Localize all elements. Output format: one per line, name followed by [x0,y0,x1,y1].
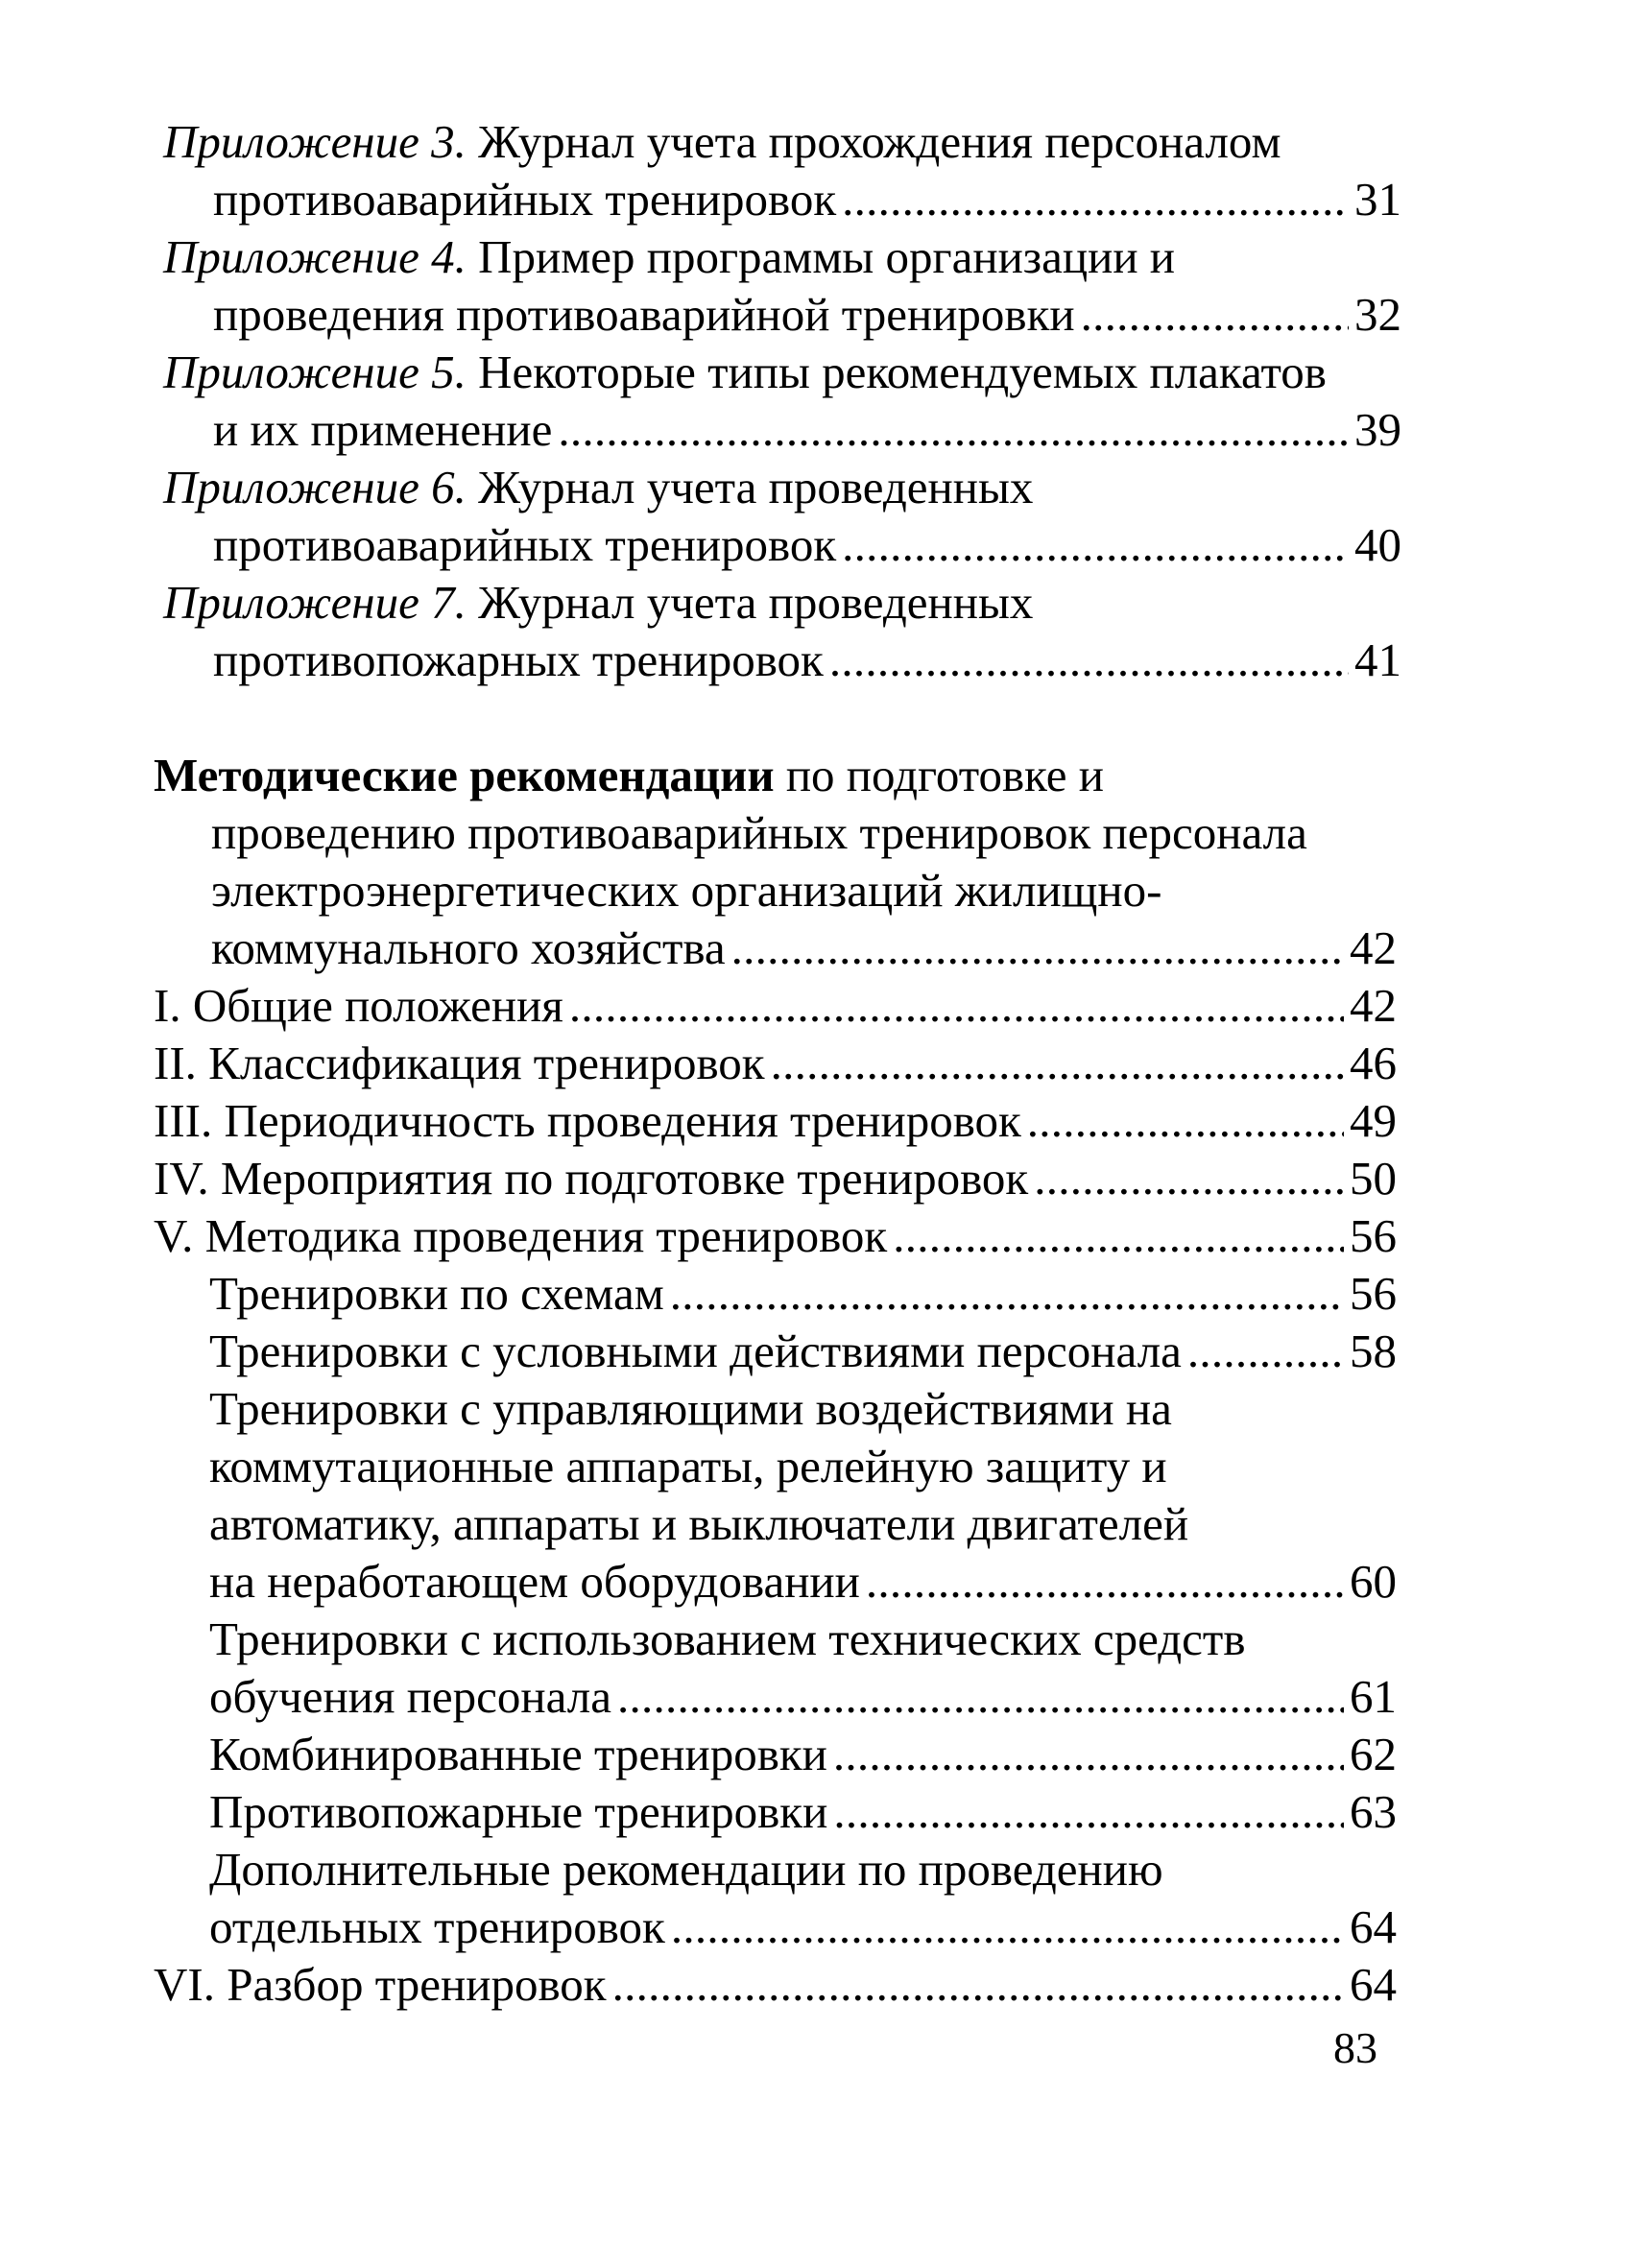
dot-leader [1027,1092,1344,1150]
appendix-3-entry-line [213,171,1401,228]
guidelines-title-rest: по подготовке и [774,749,1104,801]
section-4-entry [154,1150,1397,1207]
appendix-5-title: Некоторые типы рекомендуемых плакатов [466,346,1327,398]
appendix-3-title: Журнал учета прохождения персоналом [466,115,1281,168]
subsection-combined-page: 62 [1350,1728,1397,1780]
guidelines-page: 42 [1350,921,1397,974]
subsection-fire-entry [209,1783,1397,1841]
section-3-entry [154,1092,1397,1150]
appendix-3-prefix: Приложение 3. [163,115,467,168]
section-3-page: 49 [1350,1094,1397,1147]
dot-leader [829,632,1349,689]
appendix-4-page: 32 [1354,288,1401,341]
dot-leader [842,171,1349,228]
subsection-combined-label: Комбинированные тренировки [209,1728,827,1780]
dot-leader [569,977,1344,1035]
appendix-7-title: Журнал учета проведенных [466,576,1034,629]
subsection-schemes-entry [209,1265,1397,1323]
appendix-6-entry-line [213,516,1401,574]
appendix-7-entry-line [213,632,1401,689]
subsection-control-line [209,1438,1397,1495]
dot-leader [842,516,1349,574]
appendix-4-title: Пример программы организации и [466,230,1176,283]
dot-leader [866,1553,1344,1611]
subsection-control-line [209,1495,1397,1553]
appendix-4-title-line [163,228,1401,286]
subsection-additional-page: 64 [1350,1900,1397,1953]
subsection-fire-label: Противопожарные тренировки [209,1785,828,1838]
subsection-control-page: 60 [1350,1555,1397,1608]
guidelines-line-2: электроэнергетических организаций жилищно- [211,864,1162,917]
subsection-combined-entry [209,1726,1397,1783]
subsection-additional-last: отдельных тренировок [209,1900,665,1953]
subsection-technical-last: обучения персонала [209,1670,612,1723]
section-5-label: V. Методика проведения тренировок [154,1209,888,1262]
subsection-conditional-label: Тренировки с условными действиями персонала [209,1325,1182,1377]
appendix-6-continuation: противоаварийных тренировок [213,518,837,571]
appendix-7-page: 41 [1354,633,1401,686]
appendix-6-page: 40 [1354,518,1401,571]
section-1-entry [154,977,1397,1035]
section-2-entry [154,1035,1397,1092]
guidelines-title-line [154,747,1401,804]
dot-leader [833,1783,1344,1841]
appendix-5-page: 39 [1354,403,1401,456]
guidelines-line-1: проведению противоаварийных тренировок персонала [211,806,1307,859]
dot-leader [670,1265,1344,1323]
section-6-page: 64 [1350,1958,1397,2011]
appendix-4-entry-line [213,286,1401,344]
subsection-technical-entry [209,1668,1397,1726]
guidelines-bold-title: Методические рекомендации [154,749,775,801]
page-number: 83 [1333,2023,1377,2072]
subsection-additional-line [209,1841,1397,1898]
section-2-page: 46 [1350,1037,1397,1089]
appendix-3-title-line [163,113,1401,171]
subsection-conditional-page: 58 [1350,1325,1397,1377]
appendix-3-continuation: противоаварийных тренировок [213,173,837,226]
section-1-page: 42 [1350,979,1397,1032]
subsection-control-line-3: автоматику, аппараты и выключатели двигателей [209,1497,1189,1550]
section-3-label: III. Периодичность проведения тренировок [154,1094,1021,1147]
dot-leader [617,1668,1344,1726]
subsection-schemes-label: Тренировки по схемам [209,1267,664,1320]
guidelines-line [211,862,1401,919]
dot-leader [771,1035,1344,1092]
section-4-label: IV. Мероприятия по подготовке тренировок [154,1152,1029,1205]
subsection-additional-entry [209,1898,1397,1956]
dot-leader [1034,1150,1344,1207]
subsection-fire-page: 63 [1350,1785,1397,1838]
appendix-6-title-line [163,459,1401,516]
guidelines-line [211,804,1401,862]
section-5-page: 56 [1350,1209,1397,1262]
appendix-5-continuation: и их применение [213,403,553,456]
dot-leader [612,1956,1344,2014]
dot-leader [1081,286,1349,344]
appendix-5-prefix: Приложение 5. [163,346,467,398]
subsection-conditional-entry [209,1323,1397,1380]
dot-leader [558,401,1349,459]
dot-leader [671,1898,1344,1956]
guidelines-last-line: коммунального хозяйства [211,921,726,974]
appendix-3-page: 31 [1354,173,1401,226]
subsection-schemes-page: 56 [1350,1267,1397,1320]
section-5-entry [154,1207,1397,1265]
appendix-5-entry-line [213,401,1401,459]
subsection-technical-page: 61 [1350,1670,1397,1723]
appendix-4-continuation: проведения противоаварийной тренировки [213,288,1075,341]
appendix-6-title: Журнал учета проведенных [466,461,1034,513]
subsection-control-last: на неработающем оборудовании [209,1555,860,1608]
section-6-entry [154,1956,1397,2014]
subsection-additional-line-1: Дополнительные рекомендации по проведению [209,1843,1163,1896]
appendix-5-title-line [163,344,1401,401]
appendix-4-prefix: Приложение 4. [163,230,467,283]
section-1-label: I. Общие положения [154,979,563,1032]
subsection-control-entry [209,1553,1397,1611]
section-4-page: 50 [1350,1152,1397,1205]
dot-leader [731,919,1344,977]
appendix-7-continuation: противопожарных тренировок [213,633,824,686]
subsection-technical-line [209,1611,1397,1668]
dot-leader [893,1207,1344,1265]
section-2-label: II. Классификация тренировок [154,1037,765,1089]
appendix-7-title-line [163,574,1401,632]
subsection-control-line [209,1380,1397,1438]
guidelines-entry-line [211,919,1397,977]
dot-leader [833,1726,1344,1783]
dot-leader [1187,1323,1344,1380]
subsection-technical-line-1: Тренировки с использованием технических средств [209,1612,1246,1665]
subsection-control-line-2: коммутационные аппараты, релейную защиту и [209,1440,1167,1492]
appendix-6-prefix: Приложение 6. [163,461,467,513]
appendix-7-prefix: Приложение 7. [163,576,467,629]
section-6-label: VI. Разбор тренировок [154,1958,607,2011]
subsection-control-line-1: Тренировки с управляющими воздействиями на [209,1382,1172,1435]
